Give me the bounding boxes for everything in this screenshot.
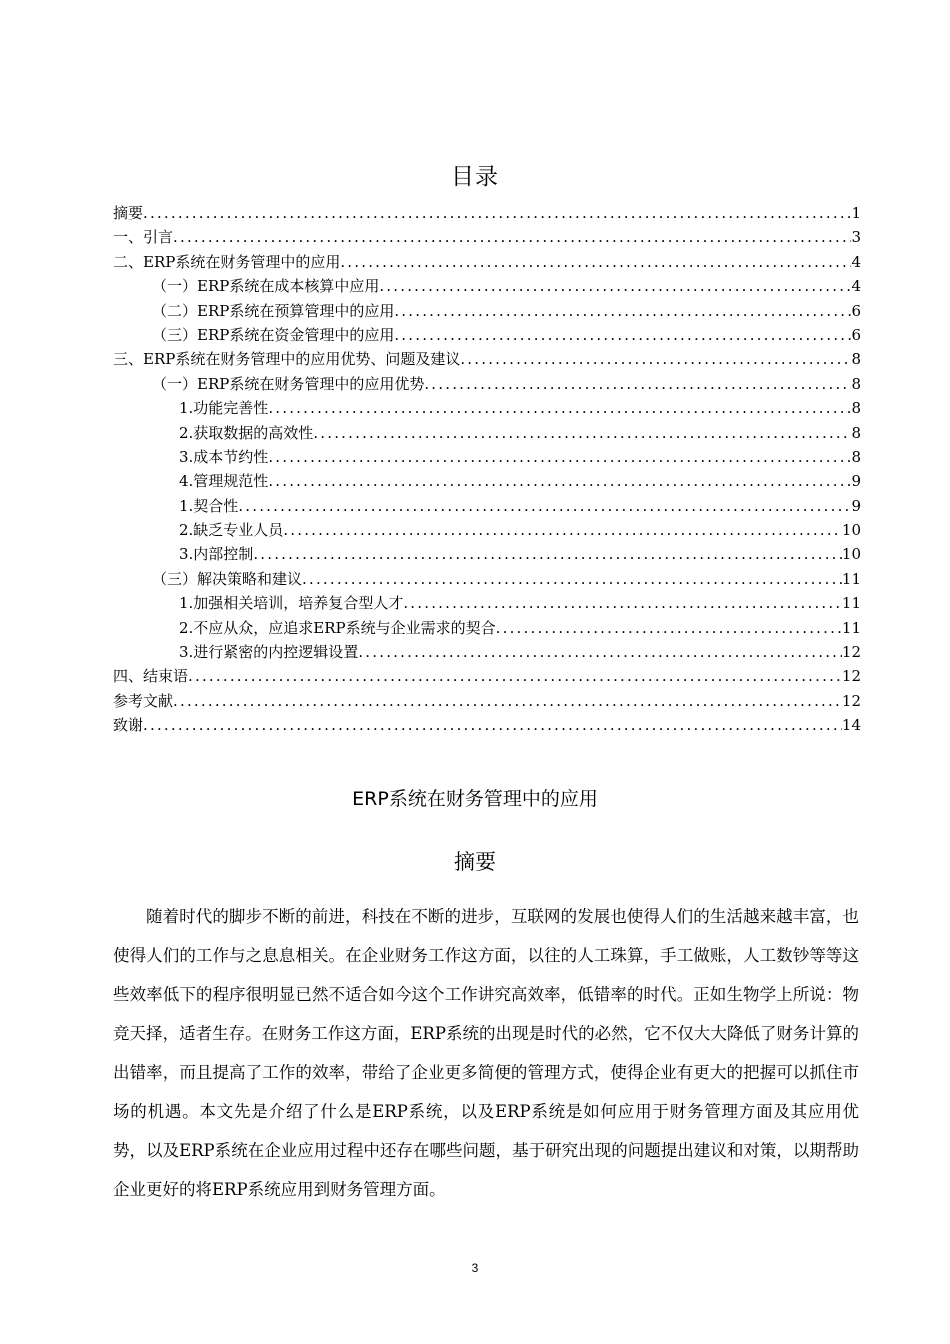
toc-entry[interactable] — [113, 372, 861, 396]
toc-leader-dots — [268, 445, 851, 469]
toc-entry-label: （二）ERP系统在预算管理中的应用 — [152, 301, 395, 320]
toc-entry[interactable] — [113, 689, 861, 713]
toc-entry[interactable] — [113, 664, 861, 688]
toc-entry-page: 9 — [851, 472, 861, 491]
toc-entry-page: 11 — [841, 569, 861, 588]
toc-entry[interactable] — [113, 713, 861, 737]
toc-entry[interactable] — [113, 616, 861, 640]
toc-leader-dots — [302, 567, 842, 591]
toc-entry-label: 1.契合性 — [179, 496, 239, 515]
toc-entry-label: 2.获取数据的高效性 — [179, 423, 314, 442]
toc-leader-dots — [424, 372, 851, 396]
toc-entry-page: 8 — [851, 374, 861, 393]
toc-leader-dots — [379, 274, 851, 298]
toc-entry-label: 1.功能完善性 — [179, 399, 269, 418]
toc-leader-dots — [143, 201, 851, 225]
toc-entry-page: 4 — [851, 277, 861, 296]
toc-entry[interactable] — [113, 421, 861, 445]
toc-entry-label: 1.加强相关培训，培养复合型人才 — [179, 594, 404, 613]
toc-title: 目录 — [451, 164, 499, 190]
toc-entry-label: 摘要 — [113, 204, 144, 222]
toc-entry[interactable] — [113, 567, 861, 591]
toc-leader-dots — [313, 421, 851, 445]
toc-leader-dots — [143, 713, 842, 737]
page-number: 3 — [471, 1261, 479, 1275]
toc-entry[interactable] — [113, 518, 861, 542]
toc-entry[interactable] — [113, 591, 861, 615]
toc-entry[interactable] — [113, 542, 861, 566]
toc-entry[interactable] — [113, 323, 861, 347]
toc-leader-dots — [460, 347, 851, 371]
toc-entry-page: 11 — [841, 594, 861, 613]
toc-leader-dots — [283, 518, 842, 542]
toc-entry-label: 2.不应从众，应追求ERP系统与企业需求的契合 — [179, 618, 496, 637]
toc-entry[interactable] — [113, 469, 861, 493]
toc-entry[interactable] — [113, 445, 861, 469]
toc-leader-dots — [188, 664, 842, 688]
toc-entry-page: 6 — [851, 325, 861, 344]
toc-entry-label: （一）ERP系统在财务管理中的应用优势 — [152, 374, 425, 393]
toc-entry-page: 6 — [851, 301, 861, 320]
toc-leader-dots — [394, 299, 851, 323]
toc-entry-page: 8 — [851, 399, 861, 418]
toc-entry[interactable] — [113, 494, 861, 518]
toc-entry-label: 二、ERP系统在财务管理中的应用 — [113, 252, 341, 271]
toc-entry-label: 致谢 — [113, 716, 144, 735]
toc-entry[interactable] — [113, 299, 861, 323]
abstract-paragraph: 随着时代的脚步不断的前进，科技在不断的进步，互联网的发展也使得人们的生活越来越丰富，也使得人们的工作与之息息相关。在企业财务工作这方面，以往的人工珠算，手工做账，人工数钞等等这些效率低下的程序很明显已然不适合如今这个工作讲究高效率，低错率的时代。正如生物学上所说：物竞天择，适者生存。在财务工作这方面，ERP系统的出现是时代的必然，它不仅大大降低了财务计算的出错率，而且提高了工作的效率，带给了企业更多简便的管理方式，使得企业有更大的把握可以抓住市场的机遇。本文先是介绍了什么是ERP系统，以及ERP系统是如何应用于财务管理方面及其应用优势，以及ERP系统在企业应用过程中还存在哪些问题，基于研究出现的问题提出建议和对策，以期帮助企业更好的将ERP系统应用到财务管理方面。 — [113, 907, 859, 1199]
toc-entry[interactable] — [113, 225, 861, 249]
toc-entry-page: 14 — [841, 716, 861, 735]
toc-leader-dots — [173, 225, 851, 249]
toc-leader-dots — [340, 250, 851, 274]
toc-entry-page: 12 — [841, 667, 861, 686]
toc-entry-label: 3.成本节约性 — [179, 447, 269, 466]
toc-entry-page: 12 — [841, 691, 861, 710]
toc-entry-page: 9 — [851, 496, 861, 515]
toc-leader-dots — [496, 616, 842, 640]
toc-entry-page: 10 — [841, 521, 861, 540]
toc-entry-page: 11 — [841, 618, 861, 637]
toc-entry[interactable] — [113, 640, 861, 664]
toc-leader-dots — [358, 640, 842, 664]
toc-entry[interactable] — [113, 250, 861, 274]
toc-entry[interactable] — [113, 201, 861, 225]
toc-entry-label: 四、结束语 — [113, 667, 189, 686]
toc-entry-label: 三、ERP系统在财务管理中的应用优势、问题及建议 — [113, 350, 461, 369]
abstract-heading: 摘要 — [454, 850, 496, 874]
toc-leader-dots — [253, 542, 842, 566]
toc-entry-page: 8 — [851, 350, 861, 369]
toc-entry-page: 1 — [851, 204, 861, 222]
toc-leader-dots — [173, 689, 842, 713]
toc-leader-dots — [394, 323, 851, 347]
toc-entry-label: 一、引言 — [113, 228, 174, 247]
toc-leader-dots — [268, 396, 851, 420]
toc-entry[interactable] — [113, 347, 861, 371]
toc-leader-dots — [403, 591, 842, 615]
toc-entry-page: 3 — [851, 228, 861, 247]
toc-entry-label: 2.缺乏专业人员 — [179, 521, 284, 540]
toc-leader-dots — [268, 469, 851, 493]
table-of-contents — [113, 201, 861, 738]
toc-entry-page: 4 — [851, 252, 861, 271]
toc-entry-label: 4.管理规范性 — [179, 472, 269, 491]
toc-entry-label: 3.进行紧密的内控逻辑设置 — [179, 643, 359, 662]
toc-entry-page: 10 — [841, 545, 861, 564]
toc-entry-page: 8 — [851, 447, 861, 466]
toc-leader-dots — [238, 494, 851, 518]
toc-entry-label: 3.内部控制 — [179, 545, 254, 564]
toc-entry-label: 参考文献 — [113, 691, 174, 710]
toc-entry-label: （一）ERP系统在成本核算中应用 — [152, 277, 380, 296]
toc-entry[interactable] — [113, 396, 861, 420]
toc-entry-page: 12 — [841, 643, 861, 662]
toc-entry-label: （三）ERP系统在资金管理中的应用 — [152, 325, 395, 344]
toc-entry[interactable] — [113, 274, 861, 298]
toc-entry-page: 8 — [851, 423, 861, 442]
toc-entry-label: （三）解决策略和建议 — [152, 569, 303, 588]
document-title: ERP系统在财务管理中的应用 — [352, 788, 598, 810]
